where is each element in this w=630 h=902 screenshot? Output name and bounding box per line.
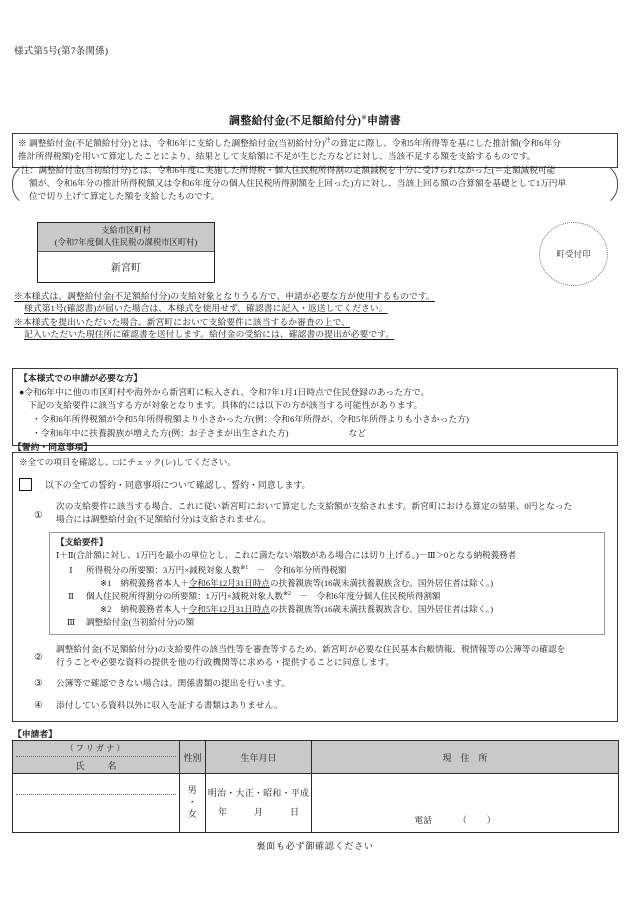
requirement-note-1-underlined: 令和6年12月31日時点 — [188, 578, 270, 589]
telephone-row[interactable] — [312, 813, 618, 826]
pledge-consent-row[interactable] — [13, 469, 617, 492]
notice-line-4 — [14, 328, 394, 341]
notice-line-4-text: 記入いただいた現住所に確認書を送付します。給付金の受給には、確認書の提出が必要です。 — [24, 329, 395, 339]
gender-separator-dot: ・ — [187, 797, 198, 808]
column-header-shimei: 氏 名 — [75, 761, 124, 771]
municipality-box — [37, 222, 215, 283]
pledge-item-2 — [13, 643, 617, 669]
pledge-item-4 — [13, 699, 617, 713]
title-text: 調整給付金(不足額給付分) — [229, 115, 362, 127]
gender-select-cell[interactable] — [180, 774, 206, 833]
dob-era-options[interactable]: 明治・大正・昭和・平成 — [207, 788, 310, 799]
requirement-note-1 — [56, 577, 599, 590]
requirements-box — [49, 532, 605, 634]
name-input-cell[interactable] — [13, 774, 180, 833]
gender-option-male[interactable]: 男 — [187, 785, 198, 796]
dob-input-cell[interactable] — [206, 774, 312, 833]
municipality-value: 新宮町 — [38, 252, 214, 282]
required-applicant-bullet-cont: 下記の支給要件に該当する方が対象となります。具体的には以下の方が該当する可能性があります。 — [28, 400, 423, 411]
pledge-box — [12, 452, 618, 722]
requirement-note-2-b: の扶養親族等(16歳未満扶養親族含む。国外居住者は除く。) — [269, 603, 494, 614]
requirement-row-2 — [56, 590, 599, 603]
requirement-row-1-roman: Ⅰ — [69, 565, 73, 576]
chu-note-box — [12, 161, 618, 208]
title-suffix: 申請書 — [367, 115, 401, 127]
notice-line-1-text: ※本様式は、調整給付金(不足額給付分)の支給対象となりうる方で、申請が必要な方が使用するものです。 — [14, 291, 435, 301]
requirement-note-1-number: ※1 — [100, 578, 112, 589]
pledge-item-1-number: ① — [34, 511, 43, 522]
kome-note-line-1b: の算定に際し、令和5年所得等を基にした推計額(令和6年分 — [330, 138, 561, 148]
pledge-item-2-line-2: 行うことや必要な資料の提供を他の行政機関等に求める・提供することに同意します。 — [56, 656, 395, 667]
requirement-row-2-text-a: 個人住民税所得割分の所要額：1万円×減税対象人数 — [86, 590, 284, 601]
pledge-consent-checkbox[interactable] — [19, 478, 32, 491]
requirement-note-2-number: ※2 — [100, 603, 112, 614]
notice-line-2 — [14, 302, 388, 315]
kome-note-line-1a: ※ 調整給付金(不足額給付分)とは、令和6年に支給した調整給付金(当初給付分) — [18, 138, 325, 148]
reception-stamp-circle — [539, 222, 608, 286]
pledge-item-1-line-2: 場合には調整給付金(不足額給付分)は支給されません。 — [56, 514, 271, 525]
chu-note-line-3: 位で切り上げて算定した額を支給したものです。 — [29, 191, 220, 202]
requirement-row-1-text — [86, 564, 599, 577]
chu-note-line-2: 額が、令和6年分の推計所得税額又は令和6年度分の個人住民税所得割額を上回った)方に対し、当該上回る額の合算額を基礎として1万円単 — [29, 178, 567, 189]
title-superscript: ※ — [361, 114, 368, 122]
applicant-section-heading: 【申請者】 — [13, 729, 57, 739]
requirement-row-1-sup: ※1 — [240, 565, 249, 572]
requirement-row-1-text-a: 所得税分の所要額：3万円×減税対象人数 — [86, 565, 241, 576]
column-header-name — [13, 741, 180, 774]
column-header-furigana: （フリガナ） — [16, 741, 176, 757]
requirement-note-1-a: 納税義務者本人＋ — [120, 578, 189, 589]
applicant-table-header-row — [13, 741, 619, 774]
pledge-item-2-number: ② — [34, 652, 43, 663]
kome-note-line-1 — [18, 137, 612, 150]
requirement-note-2-underlined: 令和5年12月31日時点 — [188, 603, 270, 614]
requirement-row-1 — [56, 564, 599, 577]
footer-note: 裏面も必ず御確認ください — [256, 841, 374, 851]
required-applicant-sub-2-text: ・令和6年中に扶養親族が増えた方(例：お子さまが出生された方) — [32, 427, 289, 438]
pledge-consent-label: 以下の全ての誓約・同意事項について確認し、誓約・同意します。 — [45, 479, 311, 490]
notice-line-2-text: 様式第1号(確認書)が届いた場合は、本様式を使用せず、確認書に記入・返送してください。 — [24, 303, 388, 313]
required-applicant-box — [12, 368, 618, 446]
pledge-item-1-line-1: 次の支給要件に該当する場合、これに従い新宮町において算定した支給額が支給されます。新宮町における算定の結果、0円となった — [56, 501, 573, 512]
pledge-section-heading: 【誓約・同意事項】 — [13, 442, 93, 452]
requirement-note-2 — [56, 603, 599, 616]
required-applicant-heading: 【本様式での申請が必要な方】 — [19, 373, 143, 383]
applicant-table — [12, 740, 619, 833]
municipality-header-line-1: 支給市区町村 — [101, 226, 151, 235]
table-row — [13, 774, 619, 833]
page-title — [0, 112, 630, 128]
form-number: 様式第5号(第7条関係) — [14, 47, 109, 57]
address-input-field[interactable] — [312, 774, 618, 832]
kome-note-superscript: 注 — [324, 138, 331, 145]
pledge-item-1 — [13, 500, 617, 526]
requirement-note-1-b: の扶養親族等(16歳未満扶養親族含む。国外居住者は除く。) — [269, 578, 494, 589]
reception-stamp-label: 町受付印 — [556, 249, 591, 259]
gender-option-female[interactable]: 女 — [187, 808, 198, 819]
telephone-paren-open: （ — [457, 815, 487, 825]
telephone-parens — [432, 815, 516, 825]
requirement-row-2-text — [86, 590, 599, 603]
pledge-item-1-text — [56, 500, 617, 526]
requirement-row-1-text-b: － 令和6年分所得税額 — [248, 565, 347, 576]
address-input-cell[interactable] — [312, 774, 619, 833]
pledge-item-4-text: 添付している資料以外に収入を証する書類はありません。 — [56, 699, 283, 710]
requirement-row-3-text: 調整給付金(当初給付分)の額 — [86, 616, 195, 627]
requirements-formula: Ⅰ＋Ⅱ(合計額に対し、1万円を最小の単位とし、これに満たない端数がある場合には切り上げる。)－Ⅲ＞0となる納税義務者 — [56, 550, 517, 561]
pledge-instruction: ※全ての項目を確認し、□にチェック(レ)してください。 — [19, 457, 236, 467]
pledge-item-4-number: ④ — [34, 700, 43, 711]
notice-line-3-text: ※本様式を提出いただいた場合、新宮町において支給要件に該当するか審査の上で、 — [14, 317, 351, 327]
required-applicant-sub-2-nado: など — [348, 427, 367, 438]
municipality-header — [38, 223, 214, 252]
column-header-address: 現 住 所 — [312, 741, 619, 774]
pledge-item-3-number: ③ — [34, 678, 43, 689]
municipality-header-line-2: (令和7年度個人住民税の課税市区町村) — [54, 237, 198, 247]
pledge-item-2-text — [56, 643, 617, 669]
required-applicant-sub-1: ・令和6年所得税額が令和5年所得税額より小さかった方(例：令和6年所得が、令和5年所得よりも小さかった方) — [32, 414, 469, 425]
column-header-dob: 生年月日 — [206, 741, 312, 774]
required-applicant-bullet: ●令和6年中に他の市区町村や海外から新宮町に転入され、令和7年1月1日時点で住民登録のあった方で、 — [19, 386, 430, 397]
telephone-paren-close: ） — [486, 815, 516, 825]
pledge-item-2-line-1: 調整給付金(不足額給付分)の支給要件の該当性等を審査等するため、新宮町が必要な住民基本台帳情報、税情報等の公簿等の確認を — [56, 643, 566, 654]
column-header-gender: 性別 — [180, 741, 206, 774]
pledge-item-3-text: 公簿等で確認できない場合は、関係書類の提出を行います。 — [56, 677, 290, 688]
dob-ymd-labels: 年 月 日 — [217, 807, 308, 817]
required-applicant-sub-2 — [19, 427, 611, 441]
requirement-row-2-roman: Ⅱ — [68, 590, 74, 601]
pledge-item-3 — [13, 677, 617, 691]
name-input-field[interactable] — [13, 774, 179, 832]
requirement-row-3 — [56, 616, 599, 629]
requirement-row-3-roman: Ⅲ — [66, 616, 76, 627]
requirement-row-2-sup: ※2 — [283, 591, 291, 598]
requirement-note-2-a: 納税義務者本人＋ — [120, 603, 189, 614]
chu-note-line-1: 注：調整給付金(当初給付分)とは、令和6年度に実施した所得税・個人住民税所得割の定額減税を十分に受けられなかった(＝定額減税可能 — [21, 165, 556, 175]
kome-note-line-2: 推計所得税額)を用いて算定したことにより、結果として支給額に不足が生じた方などに対し、当該不足する額を支給するものです。 — [18, 150, 536, 161]
requirements-heading: 【支給要件】 — [56, 537, 108, 548]
telephone-label: 電話 — [414, 815, 432, 825]
requirement-row-2-text-b: － 令和6年度分個人住民税所得割額 — [290, 590, 441, 601]
